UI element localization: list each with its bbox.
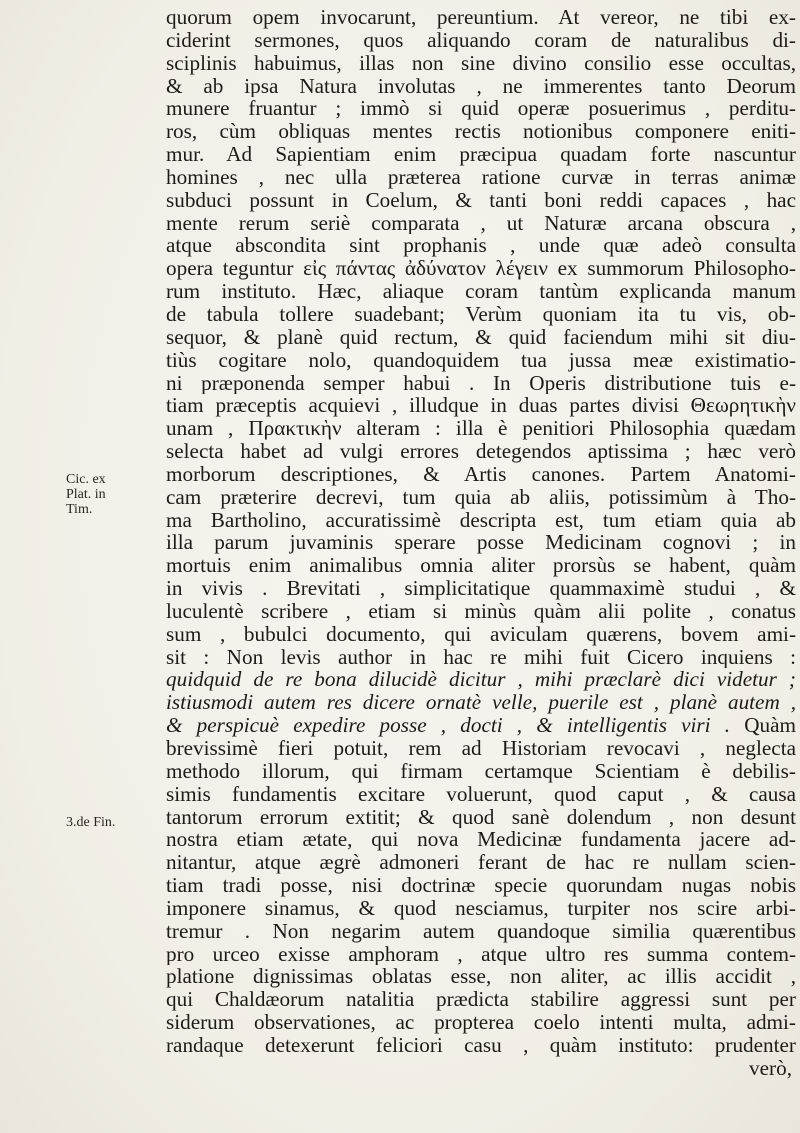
text-line: mortuis enim animalibus omnia aliter prorsùs se habent, quàm [166,554,796,578]
text-line: sum , bubulci documento, qui aviculam quærens, bovem ami- [166,622,796,646]
text-line: unam , Πρακτικὴν alteram : illa è penitiori Philosophia quædam [166,417,796,441]
text-line: sequor, & planè quid rectum, & quid faciendum mihi sit diu- [166,325,796,349]
margin-note-line: 3.de Fin. [66,815,116,830]
text-line: ros, cùm obliquas mentes rectis notionibus componere eniti- [166,120,796,144]
margin-note-cicero-plato [66,472,156,517]
text-line: in vivis . Brevitati , simplicitatique quammaximè studui , & [166,577,796,600]
text-line: ni præponenda semper habui . In Operis distributione tuis e- [166,371,796,395]
text-line: sciplinis habuimus, illas non sine divino consilio esse occultas, [166,51,796,75]
text-line: selecta habet ad vulgi errores detegendos aptissima ; hæc verò [166,440,796,463]
text-line: atque abscondita sint prophanis , unde quæ adeò consulta [166,234,796,258]
text-line: mur. Ad Sapientiam enim præcipua quadam forte nascuntur [166,143,796,166]
text-line: munere fruantur ; immò si quid operæ posuerimus , perditu- [166,97,796,121]
text-line: tiùs cogitare nolo, quandoquidem tua jussa meæ existimatio- [166,348,796,372]
margin-note-de-finibus [66,815,156,830]
text-line: imponere sinamus, & quod nesciamus, turpiter nos scire arbi- [166,896,796,920]
margin-note-line: Plat. in [66,487,106,502]
text-line: subduci possunt in Coelum, & tanti boni reddi capaces , hac [166,188,796,212]
italic-quote: & perspicuè expedire posse , docti , & intelligentis viri . [166,714,731,737]
text-line: simis fundamentis excitare voluerunt, quod caput , & causa [166,782,796,806]
text-line: opera teguntur εἰς πάντας ἀδύνατον λέγειν ex summorum Philosopho- [166,257,796,281]
text-line: nostra etiam ætate, qui nova Medicinæ fundamenta jacere ad- [166,828,796,852]
text-line: tantorum errorum extitit; & quod sanè dolendum , non desunt [166,805,796,829]
text-line: morborum descriptiones, & Artis canones. Partem Anatomi- [166,462,796,486]
margin-note-line: Tim. [66,502,93,517]
text-line: sit : Non levis author in hac re mihi fuit Cicero inquiens : [166,645,796,669]
margin-note-line: Cic. ex [66,472,106,487]
text-line: illa parum juvaminis sperare posse Medicinam cognovi ; in [166,531,796,555]
text-line: cam præterire decrevi, tum quia ab aliis, potissimùm à Tho- [166,485,796,509]
text-line: de tabula tollere suadebant; Verùm quoniam ita tu vis, ob- [166,302,796,326]
text-run: Quàm [730,714,796,737]
text-line: mente rerum seriè comparata , ut Naturæ arcana obscura , [166,211,796,235]
text-line: methodo illorum, qui firmam certamque Scientiam è debilis- [166,759,796,783]
text-line: & ab ipsa Natura involutas , ne immerentes tanto Deorum [166,74,796,98]
text-line: siderum observationes, ac propterea coelo intenti multa, admi- [166,1011,796,1034]
text-line: istiusmodi autem res dicere ornatè velle, puerile est , planè autem , [166,691,796,715]
text-line: rum instituto. Hæc, aliaque coram tantùm explicanda manum [166,280,796,303]
text-line: verò, [749,1055,792,1080]
text-line: pro urceo exisse amphoram , atque ultro res summa contem- [166,942,796,966]
text-line: platione dignissimas oblatas esse, non aliter, ac illis accidit , [166,965,796,989]
text-line: brevissimè fieri potuit, rem ad Historiam revocavi , neglecta [166,737,796,760]
main-text-block [166,6,796,1080]
text-line: tiam tradi posse, nisi doctrinæ specie quorundam nugas nobis [166,874,796,897]
text-line: ciderint sermones, quos aliquando coram de naturalibus di- [166,28,796,52]
text-line: qui Chaldæorum natalitia prædicta stabilire aggressi sunt per [166,988,796,1012]
text-line: homines , nec ulla præterea ratione curvæ in terras animæ [166,165,796,189]
text-line: tremur . Non negarim autem quandoque similia quærentibus [166,919,796,943]
text-line: randaque detexerunt feliciori casu , quàm instituto: prudenter [166,1033,796,1057]
text-line: quorum opem invocarunt, pereuntium. At vereor, ne tibi ex- [166,6,796,29]
text-line [166,714,796,737]
text-line: quidquid de re bona dilucidè dicitur , mihi præclarè dici videtur ; [166,668,796,692]
text-line: ma Bartholino, accuratissimè descripta est, tum etiam quia ab [166,508,796,532]
text-line: tiam præceptis acquievi , illudque in duas partes divisi Θεωρητικὴν [166,394,796,418]
text-line: nitantur, atque ægrè admoneri ferant de hac re nullam scien- [166,851,796,875]
text-line: luculentè scribere , etiam si minùs quàm alii polite , conatus [166,599,796,623]
